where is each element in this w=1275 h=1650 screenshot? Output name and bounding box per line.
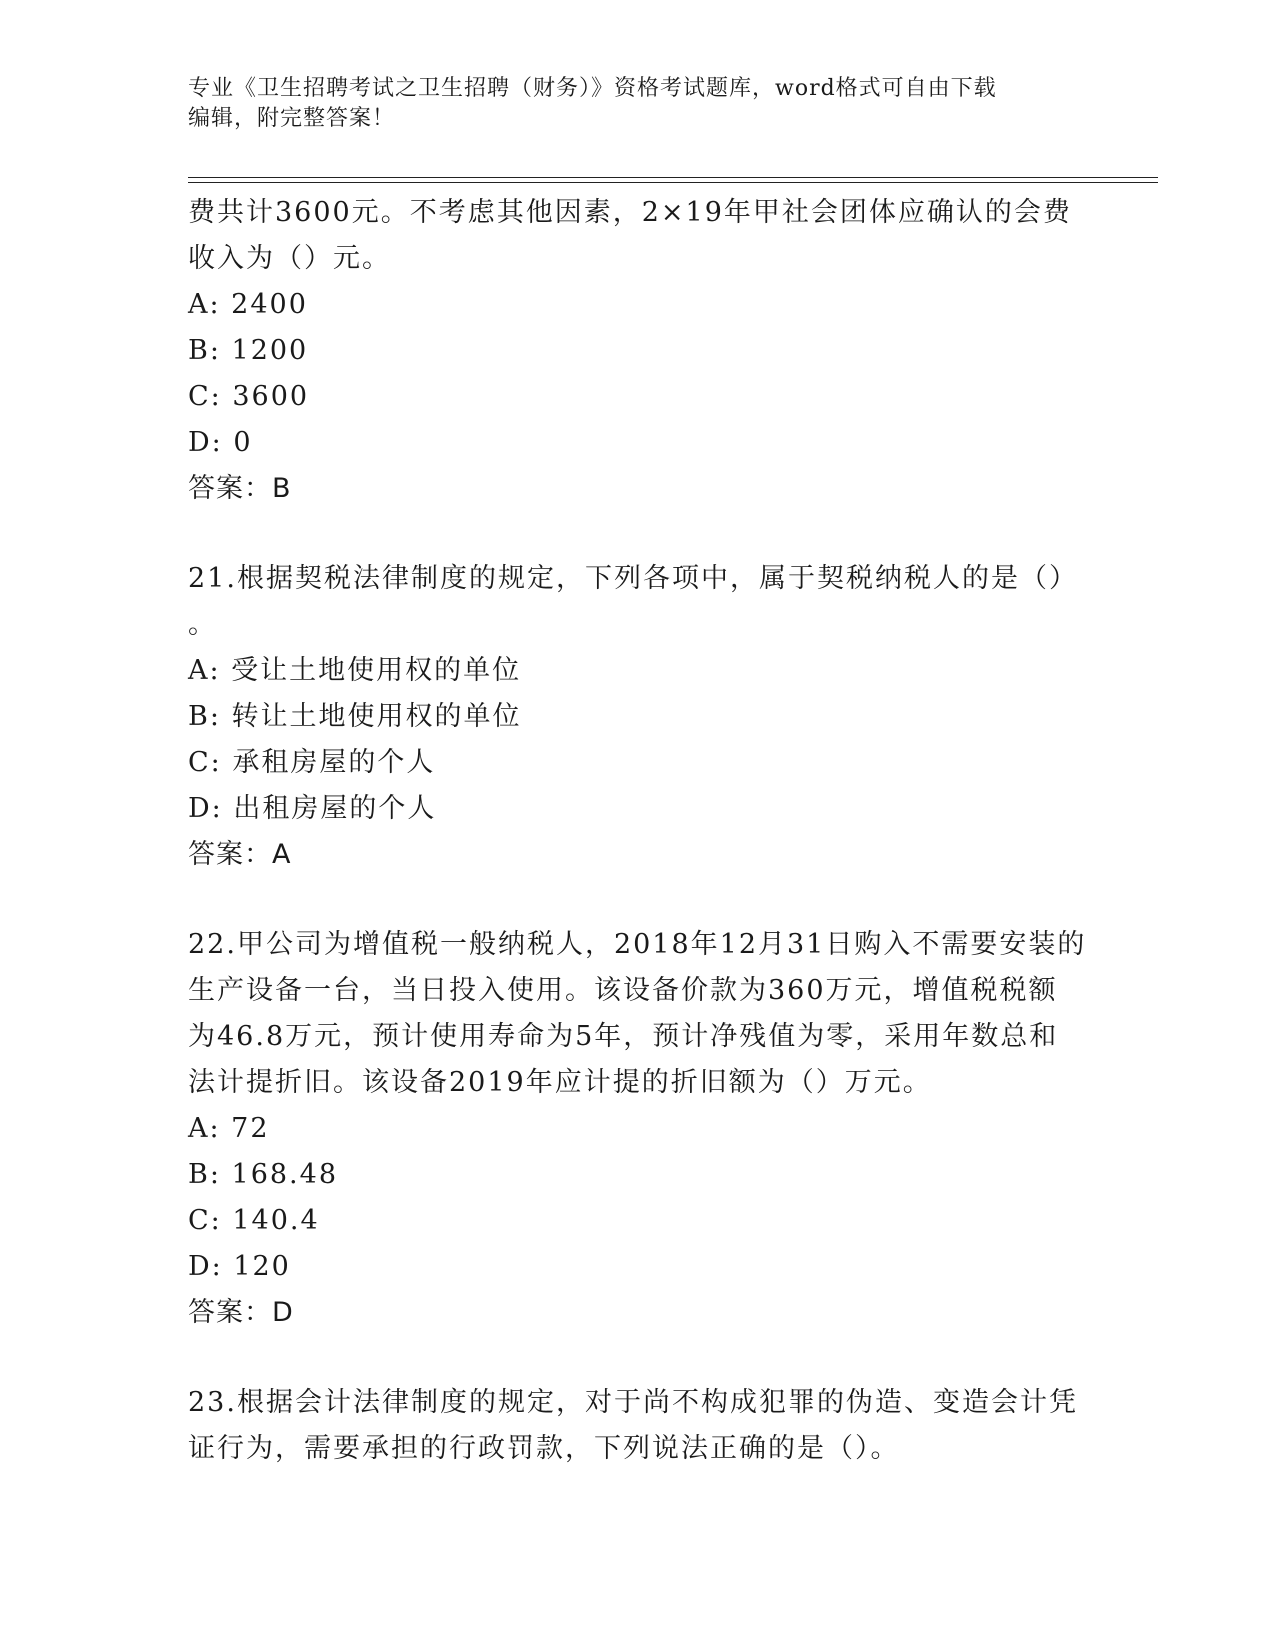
header-line-1: 专业《卫生招聘考试之卫生招聘（财务）》资格考试题库，word格式可自由下载 xyxy=(188,76,997,101)
question-21 xyxy=(188,556,1088,878)
option-d: D: 0 xyxy=(188,427,253,458)
option-c: C: 承租房屋的个人 xyxy=(188,747,436,778)
question-20 xyxy=(188,190,1088,512)
option-a: A: 受让土地使用权的单位 xyxy=(188,655,522,686)
answer-line: 答案：D xyxy=(188,1297,294,1328)
option-a: A: 72 xyxy=(188,1113,270,1144)
answer-line: 答案：B xyxy=(188,473,292,504)
question-text-line: 21.根据契税法律制度的规定，下列各项中，属于契税纳税人的是（） xyxy=(188,563,1078,594)
option-a: A: 2400 xyxy=(188,289,308,320)
question-text-line: 证行为，需要承担的行政罚款，下列说法正确的是（）。 xyxy=(188,1433,900,1464)
option-d: D: 120 xyxy=(188,1251,291,1282)
question-text-line: 23.根据会计法律制度的规定，对于尚不构成犯罪的伪造、变造会计凭 xyxy=(188,1387,1078,1418)
header-divider-top xyxy=(188,177,1158,178)
option-c: C: 3600 xyxy=(188,381,310,412)
question-text-line: 22.甲公司为增值税一般纳税人，2018年12月31日购入不需要安装的 xyxy=(188,929,1087,960)
option-b: B: 转让土地使用权的单位 xyxy=(188,701,522,732)
header-line-2: 编辑，附完整答案！ xyxy=(188,106,396,131)
question-text-line: 生产设备一台，当日投入使用。该设备价款为360万元，增值税税额 xyxy=(188,975,1058,1006)
document-header xyxy=(188,74,1088,134)
question-text-line: 收入为（）元。 xyxy=(188,243,391,274)
question-text-line: 法计提折旧。该设备2019年应计提的折旧额为（）万元。 xyxy=(188,1067,932,1098)
answer-line: 答案：A xyxy=(188,839,292,870)
option-b: B: 168.48 xyxy=(188,1159,338,1190)
question-23 xyxy=(188,1380,1088,1472)
header-divider-bottom xyxy=(188,182,1158,183)
question-text-line: 费共计3600元。不考虑其他因素，2×19年甲社会团体应确认的会费 xyxy=(188,197,1072,228)
question-text-line: 为46.8万元，预计使用寿命为5年，预计净残值为零，采用年数总和 xyxy=(188,1021,1059,1052)
option-c: C: 140.4 xyxy=(188,1205,320,1236)
question-text-line: 。 xyxy=(188,609,217,640)
document-body xyxy=(188,190,1088,1472)
question-22 xyxy=(188,922,1088,1336)
option-d: D: 出租房屋的个人 xyxy=(188,793,437,824)
option-b: B: 1200 xyxy=(188,335,309,366)
